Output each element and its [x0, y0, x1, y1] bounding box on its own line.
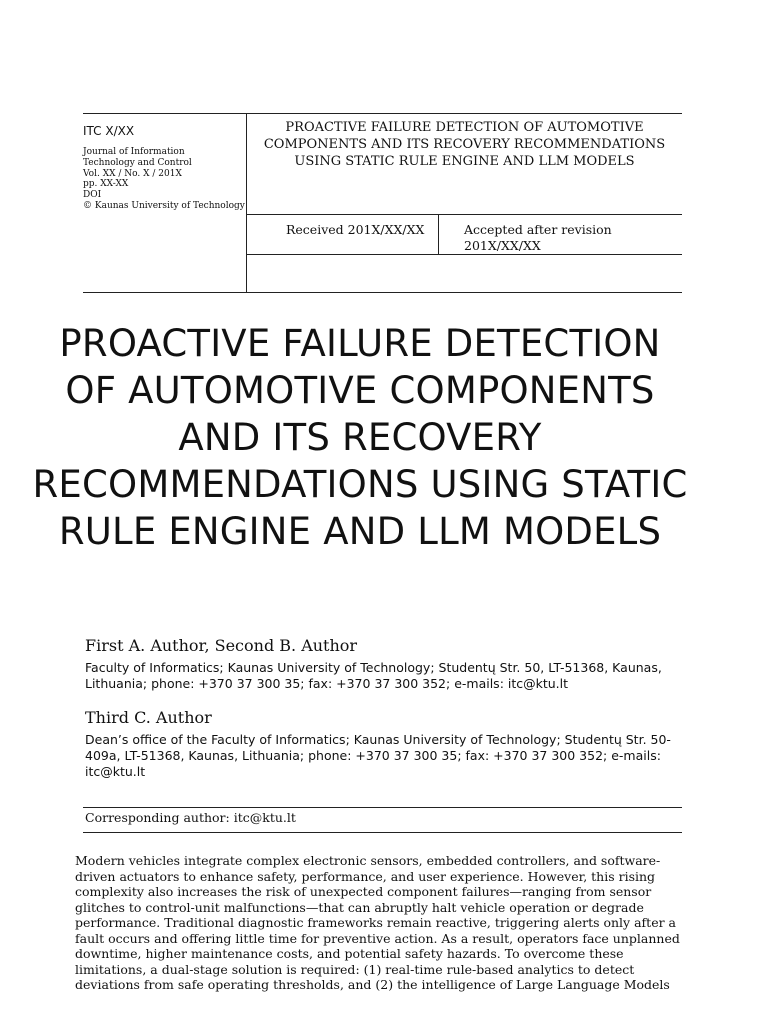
- author-names: Third C. Author: [85, 708, 212, 727]
- header-bottom-rule: [83, 292, 682, 293]
- author-affiliation: Faculty of Informatics; Kaunas University of Technology; Studentų Str. 50, LT-51368, Kaunas, Lithuania; phone: +370 37 300 35; fax: +370 37 300 352; e-mails: itc@ktu.lt: [85, 660, 662, 691]
- author-names: First A. Author, Second B. Author: [85, 636, 358, 655]
- author-affiliation: Dean’s office of the Faculty of Informatics; Kaunas University of Technology; Studentų Str. 50-409a, LT-51368, Kaunas, Lithuania; phone: +370 37 300 35; fax: +370 37 300 352; e-mails: itc@ktu.lt: [85, 732, 671, 779]
- received-date: Received 201X/XX/XX: [286, 222, 425, 237]
- page-title: PROACTIVE FAILURE DETECTION OF AUTOMOTIVE COMPONENTS AND ITS RECOVERY RECOMMENDATIONS USING STATIC RULE ENGINE AND LLM MODELS: [32, 322, 688, 553]
- header-lower-rule: [247, 254, 682, 255]
- accepted-date: Accepted after revision 201X/XX/XX: [464, 222, 612, 253]
- corresponding-top-rule: [83, 807, 682, 808]
- journal-meta-line: Vol. XX / No. X / 201X: [83, 168, 182, 179]
- journal-meta-line: Journal of Information: [83, 147, 185, 157]
- header-paper-title: PROACTIVE FAILURE DETECTION OF AUTOMOTIVE COMPONENTS AND ITS RECOVERY RECOMMENDATIONS USING STATIC RULE ENGINE AND LLM MODELS: [263, 120, 666, 169]
- corresponding-author: Corresponding author: itc@ktu.lt: [85, 810, 296, 825]
- journal-meta-line: pp. XX-XX: [83, 179, 129, 190]
- journal-meta: [83, 147, 245, 212]
- journal-meta-line: DOI: [83, 190, 102, 201]
- journal-meta-line: © Kaunas University of Technology: [83, 200, 245, 211]
- header-date-divider: [438, 214, 439, 255]
- journal-meta-line: Technology and Control: [83, 157, 192, 168]
- header-top-rule: [83, 113, 682, 114]
- journal-code: ITC X/XX: [83, 124, 135, 138]
- abstract-text: Modern vehicles integrate complex electronic sensors, embedded controllers, and software-driven actuators to enhance safety, performance, and user experience. However, this rising complexity also increases the risk of unexpected component failures—ranging from sensor glitches to control-unit malfunctions—that can abruptly halt vehicle operation or degrade performance. Traditional diagnostic frameworks remain reactive, triggering alerts only after a fault occurs and offering little time for preventive action. As a result, operators face unplanned downtime, higher maintenance costs, and potential safety hazards. To overcome these limitations, a dual-stage solution is required: (1) real-time rule-based analytics to detect deviations from safe operating thresholds, and (2) the intelligence of Large Language Models: [75, 853, 680, 992]
- corresponding-bottom-rule: [83, 832, 682, 833]
- header-mid-rule: [247, 214, 682, 215]
